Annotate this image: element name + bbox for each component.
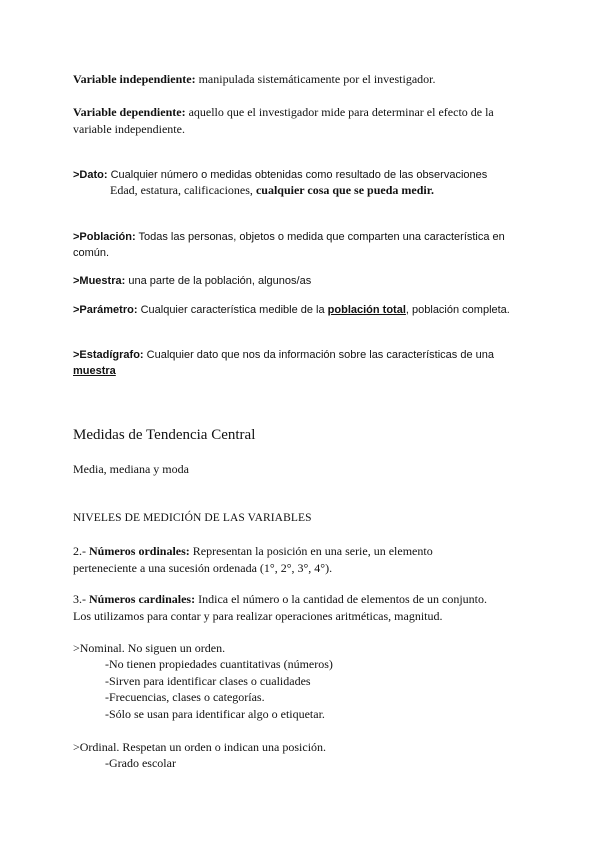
definition-text-continued: común. — [73, 247, 110, 259]
nominal-item: -Frecuencias, clases o categorías. — [105, 690, 265, 704]
dato-example-text: Edad, estatura, calificaciones, — [110, 183, 256, 197]
definition-muestra — [73, 273, 533, 289]
definition-text: una parte de la población, algunos/as — [125, 275, 312, 287]
item-text: Indica el número o la cantidad de elementos de un conjunto. — [195, 592, 488, 606]
nominal-item: -No tienen propiedades cuantitativas (números) — [105, 657, 333, 671]
muestra-underlined: muestra — [73, 365, 116, 377]
definition-text: manipulada sistemáticamente por el investigador. — [195, 72, 436, 86]
numeros-ordinales — [73, 543, 533, 577]
ordinal-title: >Ordinal. Respetan un orden o indican una posición. — [73, 740, 327, 754]
term-numeros-ordinales: Números ordinales: — [89, 544, 190, 558]
numeros-cardinales — [73, 591, 533, 625]
nominal-item: -Sólo se usan para identificar algo o etiquetar. — [105, 707, 325, 721]
definition-text-after: , población completa. — [405, 304, 510, 316]
term-variable-dependiente: Variable dependiente: — [73, 105, 186, 119]
term-variable-independiente: Variable independiente: — [73, 72, 196, 86]
definition-text: Cualquier número o medidas obtenidas como resultado de las observaciones — [107, 169, 488, 181]
definition-poblacion — [73, 229, 543, 261]
section-heading-tendencia-central: Medidas de Tendencia Central — [73, 427, 256, 443]
nominal-item: -Sirven para identificar clases o cualidades — [105, 674, 311, 688]
term-muestra: >Muestra: — [73, 275, 126, 287]
definition-text: Cualquier característica medible de la — [137, 304, 328, 316]
definition-estadigrafo — [73, 347, 543, 379]
definition-text: aquello que el investigador mide para determinar el efecto de la — [185, 105, 494, 119]
item-prefix: 3.- — [73, 592, 89, 606]
poblacion-total-underlined: población total — [327, 304, 406, 316]
term-parametro: >Parámetro: — [73, 304, 138, 316]
definition-variable-independiente — [73, 71, 533, 88]
section-subtitle: Media, mediana y moda — [73, 462, 189, 476]
term-dato: >Dato: — [73, 169, 108, 181]
term-poblacion: >Población: — [73, 231, 136, 243]
definition-dato — [73, 167, 543, 183]
definition-parametro — [73, 302, 543, 318]
item-prefix: 2.- — [73, 544, 89, 558]
item-text-continued: perteneciente a una sucesión ordenada (1°, 2°, 3°, 4°). — [73, 561, 333, 575]
dato-example-bold: cualquier cosa que se pueda medir. — [255, 183, 434, 197]
definition-text-continued: variable independiente. — [73, 122, 185, 136]
dato-example — [110, 182, 434, 199]
definition-text: Todas las personas, objetos o medida que comparten una característica en — [135, 231, 505, 243]
term-numeros-cardinales: Números cardinales: — [89, 592, 196, 606]
nominal-title: >Nominal. No siguen un orden. — [73, 641, 226, 655]
section-heading-niveles: NIVELES DE MEDICIÓN DE LAS VARIABLES — [73, 512, 312, 524]
term-estadigrafo: >Estadígrafo: — [73, 349, 144, 361]
item-text: Representan la posición en una serie, un elemento — [189, 544, 433, 558]
item-text-continued: Los utilizamos para contar y para realizar operaciones aritméticas, magnitud. — [73, 609, 443, 623]
ordinal-item: -Grado escolar — [105, 756, 176, 770]
definition-text: Cualquier dato que nos da información sobre las características de una — [143, 349, 494, 361]
definition-variable-dependiente — [73, 104, 533, 138]
